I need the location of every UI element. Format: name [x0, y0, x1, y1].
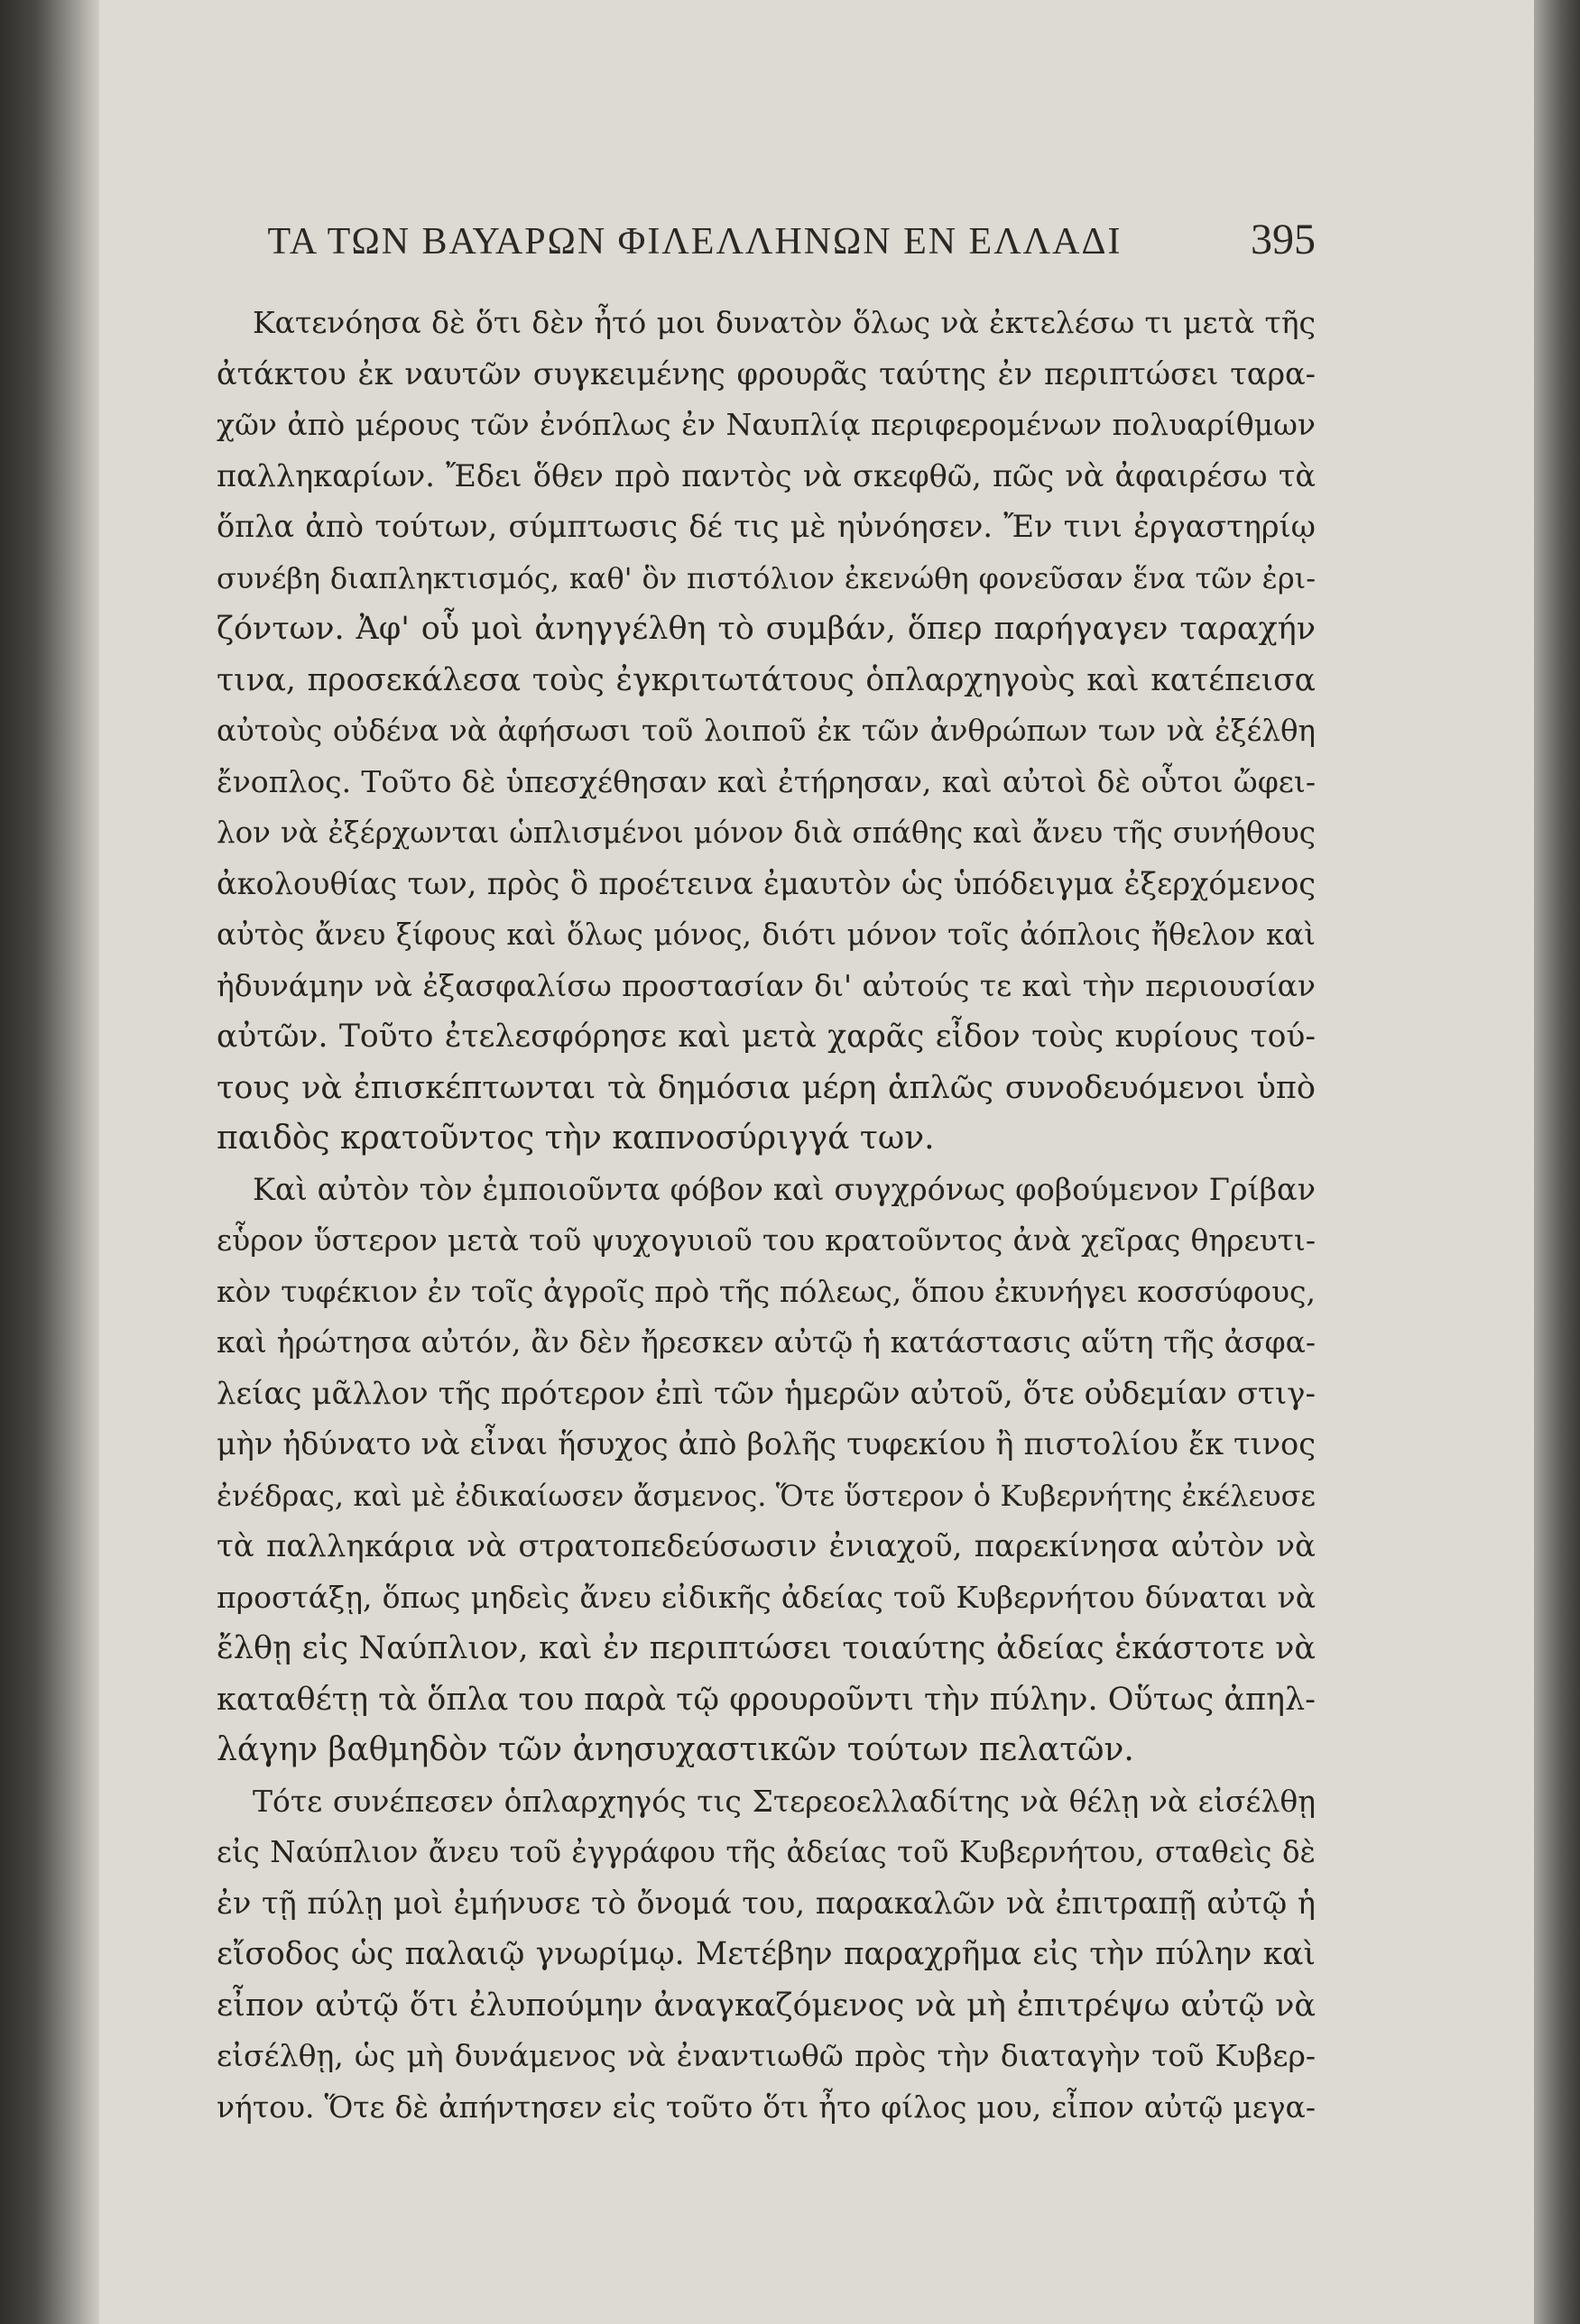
text-line: ἐνέδρας, καὶ μὲ ἐδικαίωσεν ἄσμενος. Ὅτε ὕστερον ὁ Κυβερνήτης ἐκέλευσε: [217, 1478, 1316, 1513]
text-line: ἠδυνάμην νὰ ἐξασφαλίσω προστασίαν δι' αὐτούς τε καὶ τὴν περιουσίαν: [217, 967, 1316, 1003]
text-line: τους νὰ ἐπισκέπτωνται τὰ δημόσια μέρη ἁπλῶς συνοδευόμενοι ὑπὸ: [217, 1069, 1316, 1106]
text-line: λείας μᾶλλον τῆς πρότερον ἐπὶ τῶν ἡμερῶν αὐτοῦ, ὅτε οὐδεμίαν στιγ-: [217, 1375, 1316, 1412]
text-line: λον νὰ ἐξέρχωνται ὡπλισμένοι μόνον διὰ σπάθης καὶ ἄνευ τῆς συνήθους: [217, 816, 1316, 850]
text-line: λάγην βαθμηδὸν τῶν ἀνησυχαστικῶν τούτων πελατῶν.: [217, 1731, 1134, 1768]
body-text: [217, 298, 1316, 2133]
text-line: εἴσοδος ὡς παλαιῷ γνωρίμῳ. Μετέβην παραχρῆμα εἰς τὴν πύλην καὶ: [217, 1936, 1316, 1972]
page-number: 395: [1251, 216, 1316, 263]
text-line: καὶ ἠρώτησα αὐτόν, ἂν δὲν ἤρεσκεν αὐτῷ ἡ κατάστασις αὕτη τῆς ἀσφα-: [217, 1324, 1316, 1360]
text-line: καταθέτῃ τὰ ὅπλα του παρὰ τῷ φρουροῦντι τὴν πύλην. Οὕτως ἀπηλ-: [217, 1681, 1316, 1718]
text-line: προστάξῃ, ὅπως μηδεὶς ἄνευ εἰδικῆς ἀδείας τοῦ Κυβερνήτου δύναται νὰ: [217, 1579, 1316, 1615]
text-line: ἀτάκτου ἐκ ναυτῶν συγκειμένης φρουρᾶς ταύτης ἐν περιπτώσει ταρα-: [217, 355, 1316, 392]
text-line: εἶπον αὐτῷ ὅτι ἐλυπούμην ἀναγκαζόμενος νὰ μὴ ἐπιτρέψω αὐτῷ νὰ: [217, 1987, 1316, 2024]
text-line: Κατενόησα δὲ ὅτι δὲν ἦτό μοι δυνατὸν ὅλως νὰ ἐκτελέσω τι μετὰ τῆς: [253, 305, 1316, 340]
text-line: κὸν τυφέκιον ἐν τοῖς ἀγροῖς πρὸ τῆς πόλεως, ὅπου ἐκυνήγει κοσσύφους,: [217, 1273, 1316, 1309]
text-line: μὴν ἠδύνατο νὰ εἶναι ἥσυχος ἀπὸ βολῆς τυφεκίου ἢ πιστολίου ἔκ τινος: [217, 1426, 1316, 1462]
text-line: παιδὸς κρατοῦντος τὴν καπνοσύριγγά των.: [217, 1120, 935, 1157]
text-line: ζόντων. Ἀφ' οὗ μοὶ ἀνηγγέλθη τὸ συμβάν, ὅπερ παρήγαγεν ταραχήν: [217, 611, 1316, 647]
text-line: αὐτὸς ἄνευ ξίφους καὶ ὅλως μόνος, διότι μόνον τοῖς ἀόπλοις ἤθελον καὶ: [217, 918, 1316, 952]
text-line: τὰ παλληκάρια νὰ στρατοπεδεύσωσιν ἐνιαχοῦ, παρεκίνησα αὐτὸν νὰ: [217, 1528, 1316, 1564]
text-line: χῶν ἀπὸ μέρους τῶν ἐνόπλως ἐν Ναυπλίᾳ περιφερομένων πολυαρίθμων: [217, 407, 1316, 442]
text-line: παλληκαρίων. Ἔδει ὅθεν πρὸ παντὸς νὰ σκεφθῶ, πῶς νὰ ἀφαιρέσω τὰ: [217, 457, 1316, 493]
text-line: εἰς Ναύπλιον ἄνευ τοῦ ἐγγράφου τῆς ἀδείας τοῦ Κυβερνήτου, σταθεὶς δὲ: [217, 1835, 1316, 1869]
text-line: ἐν τῇ πύλῃ μοὶ ἐμήνυσε τὸ ὄνομά του, παρακαλῶν νὰ ἐπιτραπῇ αὐτῷ ἡ: [217, 1885, 1316, 1921]
text-line: συνέβη διαπληκτισμός, καθ' ὃν πιστόλιον ἐκενώθη φονεῦσαν ἕνα τῶν ἐρι-: [217, 560, 1316, 595]
text-line: νήτου. Ὅτε δὲ ἀπήντησεν εἰς τοῦτο ὅτι ἦτο φίλος μου, εἶπον αὐτῷ μεγα-: [217, 2089, 1316, 2125]
running-head: ΤΑ ΤΩΝ ΒΑΥΑΡΩΝ ΦΙΛΕΛΛΗΝΩΝ ΕΝ ΕΛΛΑΔΙ: [267, 221, 1123, 263]
text-line: ἔνοπλος. Τοῦτο δὲ ὑπεσχέθησαν καὶ ἐτήρησαν, καὶ αὐτοὶ δὲ οὗτοι ὤφει-: [217, 763, 1316, 799]
page-header: [217, 206, 1316, 278]
text-line: εἰσέλθῃ, ὡς μὴ δυνάμενος νὰ ἐναντιωθῶ πρὸς τὴν διαταγὴν τοῦ Κυβερ-: [217, 2038, 1316, 2073]
text-line: Τότε συνέπεσεν ὁπλαρχηγός τις Στερεοελλαδίτης νὰ θέλῃ νὰ εἰσέλθῃ: [253, 1783, 1316, 1819]
text-line: Καὶ αὐτὸν τὸν ἐμποιοῦντα φόβον καὶ συγχρόνως φοβούμενον Γρίβαν: [253, 1171, 1316, 1207]
text-line: αὐτοὺς οὐδένα νὰ ἀφήσωσι τοῦ λοιποῦ ἐκ τῶν ἀνθρώπων των νὰ ἐξέλθη: [217, 714, 1316, 748]
text-line: εὗρον ὕστερον μετὰ τοῦ ψυχογυιοῦ του κρατοῦντος ἀνὰ χεῖρας θηρευτι-: [217, 1222, 1316, 1258]
text-line: ὅπλα ἀπὸ τούτων, σύμπτωσις δέ τις μὲ ηὐνόησεν. Ἔν τινι ἐργαστηρίῳ: [217, 509, 1316, 544]
text-line: τινα, προσεκάλεσα τοὺς ἐγκριτωτάτους ὁπλαρχηγοὺς καὶ κατέπεισα: [217, 661, 1316, 698]
text-line: ἔλθῃ εἰς Ναύπλιον, καὶ ἐν περιπτώσει τοιαύτης ἀδείας ἑκάστοτε νὰ: [217, 1630, 1316, 1666]
text-line: ἀκολουθίας των, πρὸς ὃ προέτεινα ἐμαυτὸν ὡς ὑπόδειγμα ἐξερχόμενος: [217, 865, 1316, 901]
text-line: αὐτῶν. Τοῦτο ἐτελεσφόρησε καὶ μετὰ χαρᾶς εἶδον τοὺς κυρίους τού-: [217, 1019, 1316, 1055]
